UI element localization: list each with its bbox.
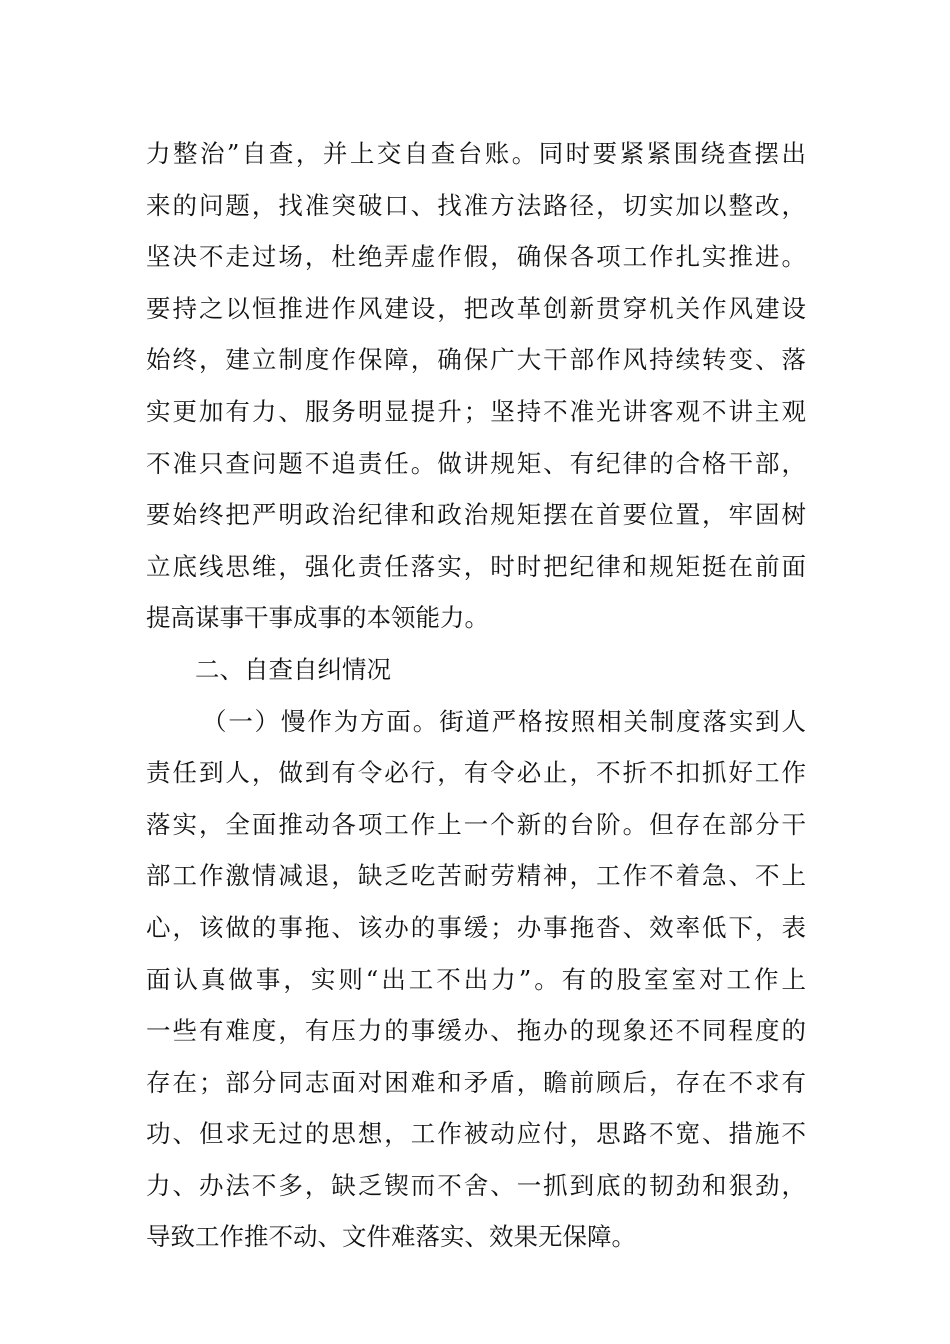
text-line: 实更加有力、服务明显提升；坚持不准光讲客观不讲主观 (146, 396, 806, 426)
text-line: 立底线思维，强化责任落实，时时把纪律和规矩挺在前面 (146, 551, 806, 581)
text-line: 不准只查问题不追责任。做讲规矩、有纪律的合格干部， (146, 448, 806, 478)
text-line: 一些有难度，有压力的事缓办、拖办的现象还不同程度的 (146, 1016, 806, 1046)
text-line: 部工作激情减退，缺乏吃苦耐劳精神，工作不着急、不上 (146, 861, 806, 891)
text-line: 来的问题，找准突破口、找准方法路径，切实加以整改， (146, 190, 806, 220)
text-line: 提高谋事干事成事的本领能力。 (146, 603, 489, 633)
subsection-line: （一）慢作为方面。街道严格按照相关制度落实到人 (202, 706, 806, 736)
text-line: 存在；部分同志面对困难和矛盾，瞻前顾后，存在不求有 (146, 1067, 806, 1097)
text-line: 导致工作推不动、文件难落实、效果无保障。 (146, 1222, 636, 1252)
document-body (146, 128, 806, 1263)
text-line: 落实，全面推动各项工作上一个新的台阶。但存在部分干 (146, 809, 806, 839)
text-line: 始终，建立制度作保障，确保广大干部作风持续转变、落 (146, 345, 806, 375)
text-line: 要持之以恒推进作风建设，把改革创新贯穿机关作风建设 (146, 293, 806, 323)
text-line: 要始终把严明政治纪律和政治规矩摆在首要位置，牢固树 (146, 500, 806, 530)
text-line: 力整治”自查，并上交自查台账。同时要紧紧围绕查摆出 (146, 139, 806, 168)
text-line: 责任到人，做到有令必行，有令必止，不折不扣抓好工作 (146, 758, 806, 788)
text-line: 面认真做事，实则“出工不出力”。有的股室室对工作上 (146, 964, 806, 994)
text-line: 功、但求无过的思想，工作被动应付，思路不宽、措施不 (146, 1119, 806, 1149)
text-line: 心，该做的事拖、该办的事缓；办事拖沓、效率低下，表 (146, 912, 806, 942)
section-heading: 二、自查自纠情况 (195, 654, 391, 684)
text-line: 力、办法不多，缺乏锲而不舍、一抓到底的韧劲和狠劲， (146, 1170, 806, 1200)
text-line: 坚决不走过场，杜绝弄虚作假，确保各项工作扎实推进。 (146, 242, 806, 272)
